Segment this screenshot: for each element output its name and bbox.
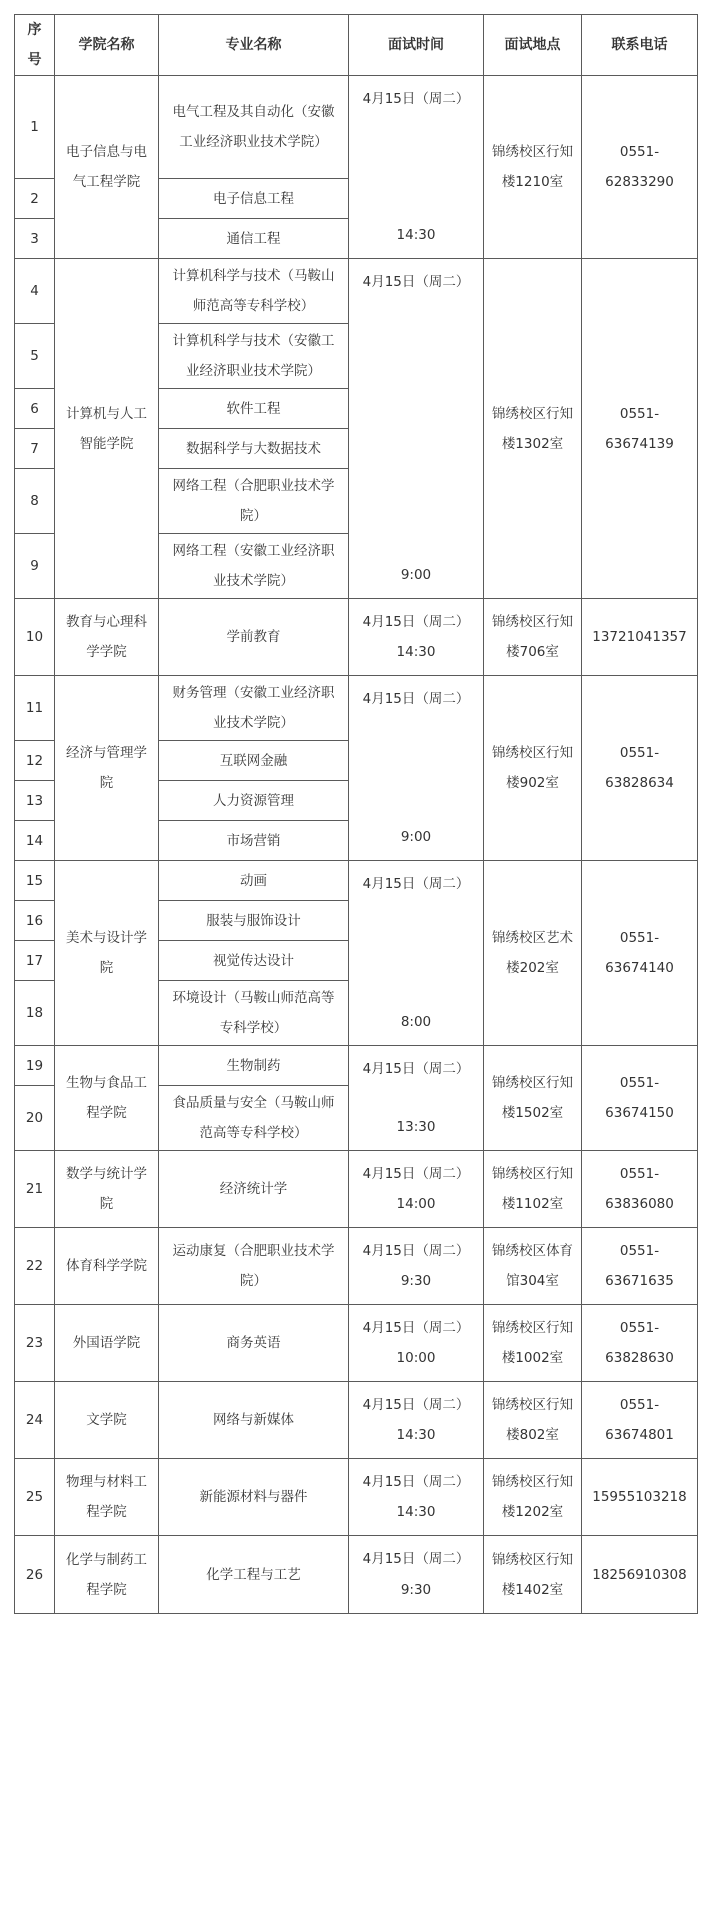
interview-date: 4月15日（周二） [362,1061,470,1077]
major-name-cell: 网络工程（合肥职业技术学院） [159,469,349,534]
major-name-cell: 运动康复（合肥职业技术学院） [159,1228,349,1305]
interview-date: 4月15日（周二） [362,91,470,107]
interview-time-cell [349,1382,484,1459]
college-name-cell: 经济与管理学院 [55,676,159,861]
seq-cell: 15 [15,861,55,901]
table-row [15,1459,698,1536]
seq-cell: 13 [15,781,55,821]
major-name-cell: 动画 [159,861,349,901]
interview-table [14,14,698,1614]
interview-clock: 10:00 [396,1350,436,1366]
seq-cell: 20 [15,1086,55,1151]
major-name-cell: 网络与新媒体 [159,1382,349,1459]
header-time: 面试时间 [349,15,484,76]
interview-time-cell [349,1046,484,1151]
interview-location-cell: 锦绣校区行知楼706室 [484,599,582,676]
contact-phone-cell: 0551-63674150 [582,1046,698,1151]
seq-cell: 4 [15,259,55,324]
contact-phone-cell: 0551-63674801 [582,1382,698,1459]
interview-location-cell: 锦绣校区行知楼1502室 [484,1046,582,1151]
interview-clock: 9:30 [400,1582,432,1598]
interview-date: 4月15日（周二） [362,1474,470,1490]
interview-location-cell: 锦绣校区行知楼1210室 [484,76,582,259]
contact-phone-cell: 0551-63836080 [582,1151,698,1228]
interview-time-cell [349,1305,484,1382]
major-name-cell: 数据科学与大数据技术 [159,429,349,469]
major-name-cell: 互联网金融 [159,741,349,781]
seq-cell: 23 [15,1305,55,1382]
contact-phone-cell: 0551-63671635 [582,1228,698,1305]
interview-clock: 14:30 [396,644,436,660]
seq-cell: 12 [15,741,55,781]
seq-cell: 19 [15,1046,55,1086]
interview-location-cell: 锦绣校区行知楼1202室 [484,1459,582,1536]
major-name-cell: 计算机科学与技术（马鞍山师范高等专科学校） [159,259,349,324]
interview-location-cell: 锦绣校区行知楼1002室 [484,1305,582,1382]
college-name-cell: 文学院 [55,1382,159,1459]
major-name-cell: 服装与服饰设计 [159,901,349,941]
college-name-cell: 化学与制药工程学院 [55,1536,159,1614]
interview-location-cell: 锦绣校区行知楼802室 [484,1382,582,1459]
major-name-cell: 电子信息工程 [159,179,349,219]
seq-cell: 26 [15,1536,55,1614]
major-name-cell: 新能源材料与器件 [159,1459,349,1536]
interview-location-cell: 锦绣校区行知楼1102室 [484,1151,582,1228]
interview-clock: 9:00 [400,567,432,583]
college-name-cell: 数学与统计学院 [55,1151,159,1228]
seq-cell: 5 [15,324,55,389]
contact-phone-cell: 15955103218 [582,1459,698,1536]
interview-location-cell: 锦绣校区行知楼1402室 [484,1536,582,1614]
seq-cell: 8 [15,469,55,534]
college-name-cell: 计算机与人工智能学院 [55,259,159,599]
college-name-cell: 物理与材料工程学院 [55,1459,159,1536]
contact-phone-cell: 0551-63828634 [582,676,698,861]
interview-location-cell: 锦绣校区行知楼1302室 [484,259,582,599]
interview-date: 4月15日（周二） [362,1320,470,1336]
seq-cell: 10 [15,599,55,676]
interview-date: 4月15日（周二） [362,1243,470,1259]
interview-date: 4月15日（周二） [362,691,470,707]
header-seq: 序号 [15,15,55,76]
major-name-cell: 商务英语 [159,1305,349,1382]
college-name-cell: 教育与心理科学学院 [55,599,159,676]
college-name-cell: 美术与设计学院 [55,861,159,1046]
major-name-cell: 经济统计学 [159,1151,349,1228]
interview-time-cell [349,1459,484,1536]
header-major: 专业名称 [159,15,349,76]
interview-clock: 9:30 [400,1273,432,1289]
interview-time-cell [349,1151,484,1228]
table-row [15,599,698,676]
contact-phone-cell: 0551-63674140 [582,861,698,1046]
major-name-cell: 人力资源管理 [159,781,349,821]
table-row [15,1536,698,1614]
major-name-cell: 软件工程 [159,389,349,429]
table-row [15,76,698,179]
college-name-cell: 电子信息与电气工程学院 [55,76,159,259]
interview-date: 4月15日（周二） [362,1166,470,1182]
seq-cell: 6 [15,389,55,429]
interview-clock: 8:00 [400,1014,432,1030]
interview-clock: 14:30 [396,227,436,243]
major-name-cell: 通信工程 [159,219,349,259]
table-row [15,861,698,901]
major-name-cell: 化学工程与工艺 [159,1536,349,1614]
interview-date: 4月15日（周二） [362,876,470,892]
interview-date: 4月15日（周二） [362,614,470,630]
major-name-cell: 财务管理（安徽工业经济职业技术学院） [159,676,349,741]
table-row [15,1151,698,1228]
interview-time-cell [349,599,484,676]
interview-clock: 9:00 [400,829,432,845]
table-row [15,259,698,324]
contact-phone-cell: 0551-63828630 [582,1305,698,1382]
interview-clock: 14:30 [396,1427,436,1443]
seq-cell: 14 [15,821,55,861]
seq-cell: 21 [15,1151,55,1228]
interview-location-cell: 锦绣校区体育馆304室 [484,1228,582,1305]
interview-time-cell [349,259,484,599]
interview-date: 4月15日（周二） [362,1551,470,1567]
seq-cell: 9 [15,534,55,599]
major-name-cell: 学前教育 [159,599,349,676]
table-row [15,1382,698,1459]
interview-time-cell [349,1536,484,1614]
interview-clock: 14:00 [396,1196,436,1212]
interview-date: 4月15日（周二） [362,1397,470,1413]
seq-cell: 25 [15,1459,55,1536]
header-phone: 联系电话 [582,15,698,76]
table-row [15,1228,698,1305]
header-row [15,15,698,76]
header-location: 面试地点 [484,15,582,76]
seq-cell: 18 [15,981,55,1046]
major-name-cell: 视觉传达设计 [159,941,349,981]
interview-location-cell: 锦绣校区艺术楼202室 [484,861,582,1046]
seq-cell: 7 [15,429,55,469]
seq-cell: 17 [15,941,55,981]
header-college: 学院名称 [55,15,159,76]
table-row [15,1305,698,1382]
seq-cell: 11 [15,676,55,741]
major-name-cell: 网络工程（安徽工业经济职业技术学院） [159,534,349,599]
major-name-cell: 计算机科学与技术（安徽工业经济职业技术学院） [159,324,349,389]
seq-cell: 1 [15,76,55,179]
major-name-cell: 电气工程及其自动化（安徽工业经济职业技术学院） [159,76,349,179]
seq-cell: 2 [15,179,55,219]
college-name-cell: 体育科学学院 [55,1228,159,1305]
table-row [15,676,698,741]
interview-date: 4月15日（周二） [362,274,470,290]
contact-phone-cell: 0551-63674139 [582,259,698,599]
major-name-cell: 市场营销 [159,821,349,861]
interview-clock: 14:30 [396,1504,436,1520]
seq-cell: 24 [15,1382,55,1459]
college-name-cell: 外国语学院 [55,1305,159,1382]
contact-phone-cell: 0551-62833290 [582,76,698,259]
major-name-cell: 环境设计（马鞍山师范高等专科学校） [159,981,349,1046]
contact-phone-cell: 13721041357 [582,599,698,676]
interview-time-cell [349,676,484,861]
table-body [15,76,698,1614]
major-name-cell: 食品质量与安全（马鞍山师范高等专科学校） [159,1086,349,1151]
college-name-cell: 生物与食品工程学院 [55,1046,159,1151]
major-name-cell: 生物制药 [159,1046,349,1086]
interview-time-cell [349,76,484,259]
interview-time-cell [349,1228,484,1305]
interview-clock: 13:30 [396,1119,436,1135]
interview-location-cell: 锦绣校区行知楼902室 [484,676,582,861]
seq-cell: 22 [15,1228,55,1305]
table-row [15,1046,698,1086]
seq-cell: 16 [15,901,55,941]
contact-phone-cell: 18256910308 [582,1536,698,1614]
interview-schedule [14,14,698,1614]
seq-cell: 3 [15,219,55,259]
interview-time-cell [349,861,484,1046]
